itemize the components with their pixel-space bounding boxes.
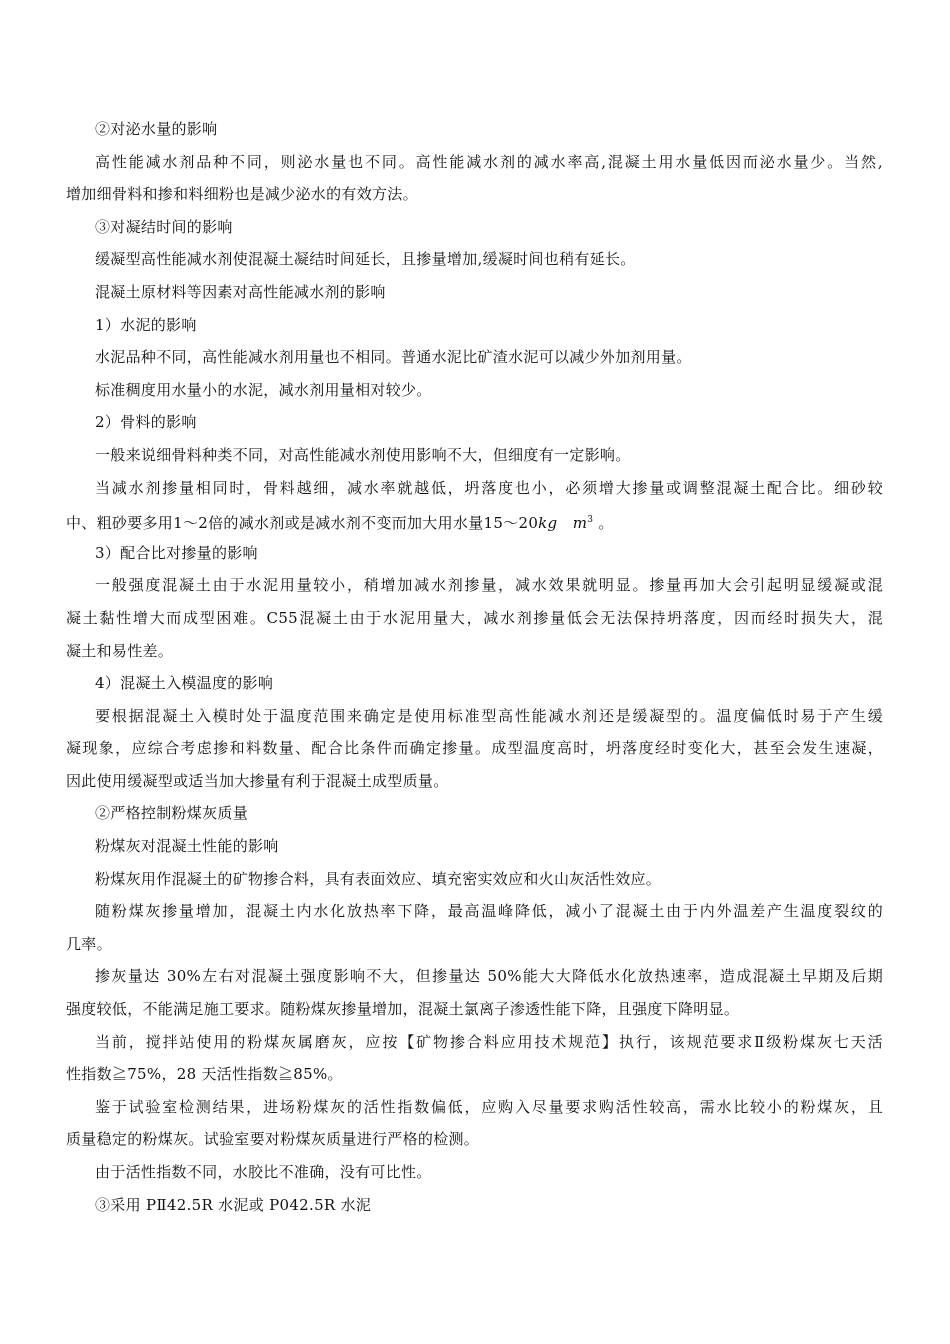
paragraph-line: 质量稳定的粉煤灰。试验室要对粉煤灰质量进行严格的检测。: [66, 1130, 480, 1149]
unit-line-tail: 。: [593, 514, 614, 533]
paragraph-line: 粉煤灰用作混凝土的矿物掺合料，具有表面效应、填充密实效应和火山灰活性效应。: [95, 869, 662, 888]
paragraph-line: 凝现象，应综合考虑掺和料数量、配合比条件而确定掺量。成型温度高时，坍落度经时变化大，甚至会发生速凝，: [66, 739, 883, 758]
paragraph-line: 鉴于试验室检测结果，进场粉煤灰的活性指数偏低，应购入尽量要求购活性较高，需水比较小的粉煤灰，且: [95, 1097, 883, 1116]
heading-cement: 1）水泥的影响: [95, 315, 197, 334]
paragraph-line: 水泥品种不同，高性能减水剂用量也不相同。普通水泥比矿渣水泥可以减少外加剂用量。: [95, 348, 692, 367]
unit-line-text: 中、粗砂要多用1～2倍的减水剂或是减水剂不变而加大用水量15～20: [66, 514, 539, 533]
paragraph-line-with-unit: [66, 504, 883, 537]
heading-raw-materials: 混凝土原材料等因素对高性能减水剂的影响: [95, 282, 386, 301]
heading-bleeding: ②对泌水量的影响: [95, 120, 218, 138]
paragraph-line: 标准稠度用水量小的水泥，减水剂用量相对较少。: [95, 380, 432, 399]
heading-cement-type: ③采用 PⅡ42.5R 水泥或 P042.5R 水泥: [95, 1195, 372, 1214]
paragraph-line: 几率。: [66, 934, 112, 953]
heading-fly-ash-effect: 粉煤灰对混凝土性能的影响: [95, 837, 279, 856]
heading-fly-ash-quality: ②严格控制粉煤灰质量: [95, 804, 249, 823]
paragraph-line: 一般强度混凝土由于水泥用量较小，稍增加减水剂掺量，减水效果就明显。掺量再加大会引起明显缓凝或混: [95, 576, 883, 595]
paragraph-line: 凝土黏性增大而成型困难。C55混凝土由于水泥用量大，减水剂掺量低会无法保持坍落度，因而经时损失大，混: [66, 608, 883, 627]
heading-setting-time: ③对凝结时间的影响: [95, 217, 233, 236]
heading-mix-ratio: 3）配合比对掺量的影响: [95, 543, 258, 562]
paragraph-line: 性指数≧75%，28 天活性指数≧85%。: [66, 1065, 343, 1084]
paragraph-line: 要根据混凝土入模时处于温度范围来确定是使用标准型高性能减水剂还是缓凝型的。温度偏低时易于产生缓: [95, 706, 883, 725]
paragraph-line: 掺灰量达 30%左右对混凝土强度影响不大，但掺量达 50%能大大降低水化放热速率，造成混凝土早期及后期: [95, 967, 883, 986]
unit-kg: kg: [538, 514, 558, 533]
paragraph-line: 当减水剂掺量相同时，骨料越细，减水率就越低，坍落度也小，必须增大掺量或调整混凝土配合比。细砂较: [95, 478, 883, 497]
paragraph-line: 随粉煤灰掺量增加，混凝土内水化放热率下降，最高温峰降低，减小了混凝土由于内外温差产生温度裂纹的: [95, 902, 883, 921]
heading-aggregate: 2）骨料的影响: [95, 413, 197, 432]
paragraph-line: 由于活性指数不同，水胶比不准确，没有可比性。: [95, 1163, 432, 1181]
heading-temperature: 4）混凝土入模温度的影响: [95, 674, 274, 693]
paragraph-line: 高性能减水剂品种不同，则泌水量也不同。高性能减水剂的减水率高,混凝土用水量低因而泌水量少。当然,: [95, 152, 883, 171]
paragraph-line: 增加细骨料和掺和料细粉也是减少泌水的有效方法。: [66, 185, 418, 204]
paragraph-line: 强度较低，不能满足施工要求。随粉煤灰掺量增加，混凝土氯离子渗透性能下降，且强度下降明显。: [66, 1000, 740, 1019]
unit-m: m: [572, 514, 588, 533]
paragraph-line: 缓凝型高性能减水剂使混凝土凝结时间延长，且掺量增加,缓凝时间也稍有延长。: [95, 250, 636, 269]
paragraph-line: 当前，搅拌站使用的粉煤灰属磨灰，应按【矿物掺合料应用技术规范】执行，该规范要求Ⅱ级粉煤灰七天活: [95, 1032, 883, 1051]
paragraph-line: 凝土和易性差。: [66, 641, 174, 660]
paragraph-line: 因此使用缓凝型或适当加大掺量有利于混凝土成型质量。: [66, 771, 449, 790]
body-text: [66, 113, 883, 1221]
unit-exponent: 3: [587, 515, 594, 526]
paragraph-line: 一般来说细骨料种类不同，对高性能减水剂使用影响不大，但细度有一定影响。: [95, 445, 631, 464]
